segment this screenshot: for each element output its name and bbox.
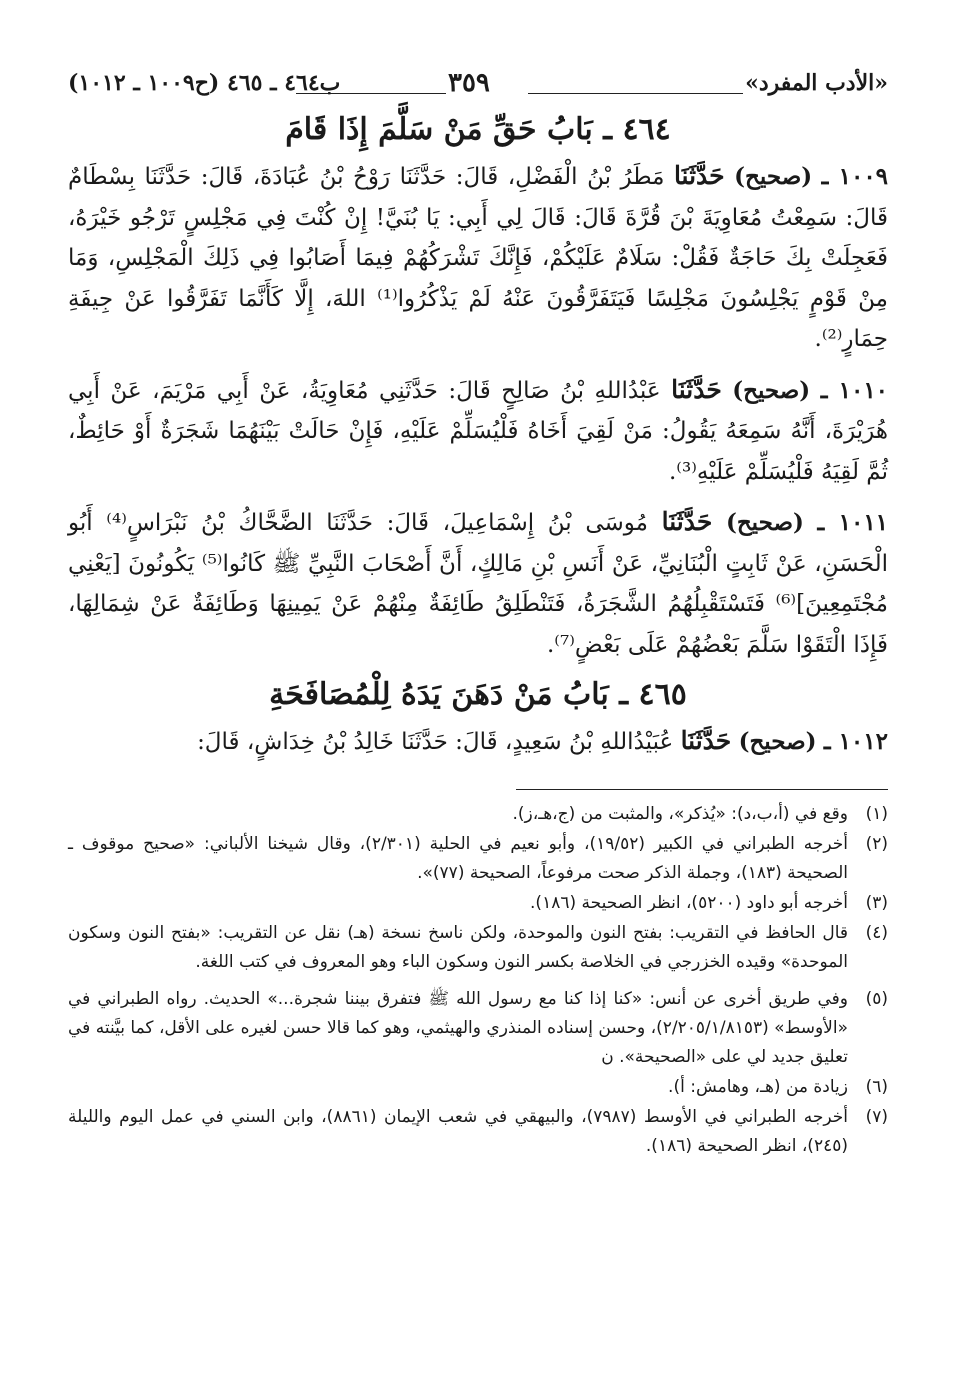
footnote-number: (٣) bbox=[865, 892, 888, 913]
footnotes bbox=[68, 800, 888, 1161]
footnote-number: (٤) bbox=[865, 922, 888, 943]
footnote-text: زيادة من (هـ، وهامش: أ). bbox=[668, 1076, 848, 1097]
hadith-grade: (صحيح) bbox=[734, 163, 813, 190]
hadith-text: عُبَيْدُاللهِ بْنُ سَعِيدٍ، قَالَ: حَدَّثَنَا خَالِدُ بْنُ خِدَاشٍ، قَالَ: bbox=[197, 729, 674, 755]
footnote-separator bbox=[516, 789, 888, 790]
hadith-1009 bbox=[68, 156, 888, 360]
hadith-text: مُوسَى بْنُ إِسْمَاعِيلَ، قَالَ: حَدَّثَنَا الضَّحَّاكُ بْنُ نَبْرَاسٍ⁽⁴⁾ أَبُو الْحَسَنِ، عَنْ ثَابِتٍ الْبُنَانِيِّ، عَنْ أَنَسِ بْنِ مَالِكٍ، أَنَّ أَصْحَابَ النَّبِيِّ ﷺ كَانُوا⁽⁵⁾ يَكُونُونَ [يَعْنِي مُجْتَمِعِينَ]⁽⁶⁾ فَتَسْتَقْبِلُهُمُ الشَّجَرَةُ، فَتَنْطَلِقُ طَائِفَةٌ مِنْهُمْ عَنْ يَمِينِهَا وَطَائِفَةٌ عَنْ شِمَالِهَا، فَإِذَا الْتَقَوْا سَلَّمَ بَعْضُهُمْ عَلَى بَعْضٍ⁽⁷⁾. bbox=[68, 510, 888, 658]
book-title: «الأدب المفرد» bbox=[745, 70, 888, 96]
footnote-text: أخرجه الطبراني في الكبير (١٩/٥٢)، وأبو نعيم في الحلية (٢/٣٠١)، وقال شيخنا الألباني: «صحيح موقوف ـ الصحيحة (١٨٣)، وجملة الذكر صحت مرفوعاً، الصحيحة (٧٧)». bbox=[68, 833, 849, 883]
footnote-number: (٧) bbox=[865, 1106, 888, 1127]
footnote-7 bbox=[68, 1103, 888, 1161]
footnote-text: أخرجه الطبراني في الأوسط (٧٩٨٧)، والبيهقي في شعب الإيمان (٨٨٦١)، وابن السني في عمل اليوم والليلة (٢٤٥)، انظر الصحيحة (١٨٦). bbox=[68, 1106, 849, 1156]
hadith-grade: (صحيح) bbox=[725, 509, 804, 536]
header-rule-right bbox=[528, 93, 743, 94]
chapter-title-464: ٤٦٤ ـ بَابُ حَقِّ مَنْ سَلَّمَ إِذَا قَامَ bbox=[285, 112, 671, 147]
hadith-number: ١٠١١ ـ bbox=[817, 509, 889, 536]
hadith-opener: حَدَّثَنَا bbox=[661, 507, 713, 536]
footnote-2 bbox=[68, 830, 888, 888]
hadith-1011 bbox=[68, 502, 888, 665]
hadith-opener: حَدَّثَنَا bbox=[673, 161, 725, 190]
footnote-text: وقع في (أ،ب،د): «يُذكر»، والمثبت من (ج،هـ،ز). bbox=[512, 803, 848, 824]
footnote-number: (٦) bbox=[865, 1076, 888, 1097]
footnote-1 bbox=[68, 800, 888, 829]
hadith-opener: حَدَّثَنَا bbox=[680, 726, 732, 755]
page-number: ٣٥٩ bbox=[448, 68, 490, 98]
hadith-1012 bbox=[68, 721, 888, 763]
hadith-1010 bbox=[68, 370, 888, 493]
footnote-text: قال الحافظ في التقريب: بفتح النون والموحدة، ولكن ناسخ نسخة (هـ) نقل عن التقريب: «بفتح النون وسكون الموحدة» وقيده الخزرجي في الخلاصة بكسر النون وسكون الباء وهو المعروف في كتب اللغة. bbox=[68, 922, 848, 972]
hadith-grade: (صحيح) bbox=[738, 728, 817, 755]
book-page bbox=[68, 64, 888, 1162]
footnote-5 bbox=[68, 985, 888, 1072]
footnote-4 bbox=[68, 919, 888, 977]
chapter-title-465: ٤٦٥ ـ بَابُ مَنْ دَهَنَ يَدَهُ لِلْمُصَافَحَةِ bbox=[269, 677, 687, 712]
hadith-text: مَطَرُ بْنُ الْفَضْلِ، قَالَ: حَدَّثَنَا رَوْحُ بْنُ عُبَادَةَ، قَالَ: حَدَّثَنَا بِسْطَامٌ قَالَ: سَمِعْتُ مُعَاوِيَةَ بْنَ قُرَّةَ قَالَ: قَالَ لِي أَبِي: يَا بُنَيَّ! إِنْ كُنْتَ فِي مَجْلِسٍ تَرْجُو خَيْرَهُ، فَعَجِلَتْ بِكَ حَاجَةٌ فَقُلْ: سَلَامٌ عَلَيْكُمْ، فَإِنَّكَ تَشْرَكُهُمْ فِيمَا أَصَابُوا فِي ذَلِكَ الْمَجْلِسِ، وَمَا مِنْ قَوْمٍ يَجْلِسُونَ مَجْلِسًا فَيَتَفَرَّقُونَ عَنْهُ لَمْ يَذْكُرُوا⁽¹⁾ اللهَ، إِلَّا كَأَنَّمَا تَفَرَّقُوا عَنْ جِيفَةِ حِمَارٍ⁽²⁾. bbox=[68, 164, 888, 352]
chapters-reference: ب٤٦٤ ـ ٤٦٥ (ح١٠٠٩ ـ ١٠١٢) bbox=[68, 70, 341, 96]
footnote-text: وفي طريق أخرى عن أنس: «كنا إذا كنا مع رسول الله ﷺ فتفرق بيننا شجرة...» الحديث. رواه الطبراني في «الأوسط» (٢/٢٠٥/١/٨١٥٣)، وحسن إسناده المنذري والهيثمي، وهو كما قالا حسن لغيره على الأقل، كما بيَّنته في تعليق جديد لي على «الصحيحة». ن bbox=[68, 988, 848, 1067]
hadith-number: ١٠١٠ ـ bbox=[820, 376, 889, 404]
hadith-number: ١٠٠٩ ـ bbox=[821, 163, 889, 190]
running-header bbox=[68, 64, 888, 108]
footnote-6 bbox=[68, 1073, 888, 1102]
footnote-text: أخرجه أبو داود (٥٢٠٠)، انظر الصحيحة (١٨٦). bbox=[530, 892, 848, 913]
footnote-number: (٥) bbox=[865, 988, 888, 1009]
hadith-opener: حَدَّثَنَا bbox=[671, 374, 722, 404]
footnote-number: (١) bbox=[865, 803, 888, 824]
footnote-3 bbox=[68, 889, 888, 918]
hadith-number: ١٠١٢ ـ bbox=[823, 728, 888, 755]
hadith-text: عَبْدُاللهِ بْنُ صَالِحٍ قَالَ: حَدَّثَنِي مُعَاوِيَةُ، عَنْ أَبِي مَرْيَمَ، عَنْ أَبِي هُرَيْرَةَ، أَنَّهُ سَمِعَهُ يَقُولُ: مَنْ لَقِيَ أَخَاهُ فَلْيُسَلِّمْ عَلَيْهِ، فَإِنْ حَالَتْ بَيْنَهُمَا شَجَرَةٌ أَوْ حَائِطٌ، ثُمَّ لَقِيَهُ فَلْيُسَلِّمْ عَلَيْهِ⁽³⁾. bbox=[68, 377, 888, 485]
footnote-number: (٢) bbox=[865, 833, 888, 854]
hadith-grade: (صحيح) bbox=[732, 376, 811, 404]
